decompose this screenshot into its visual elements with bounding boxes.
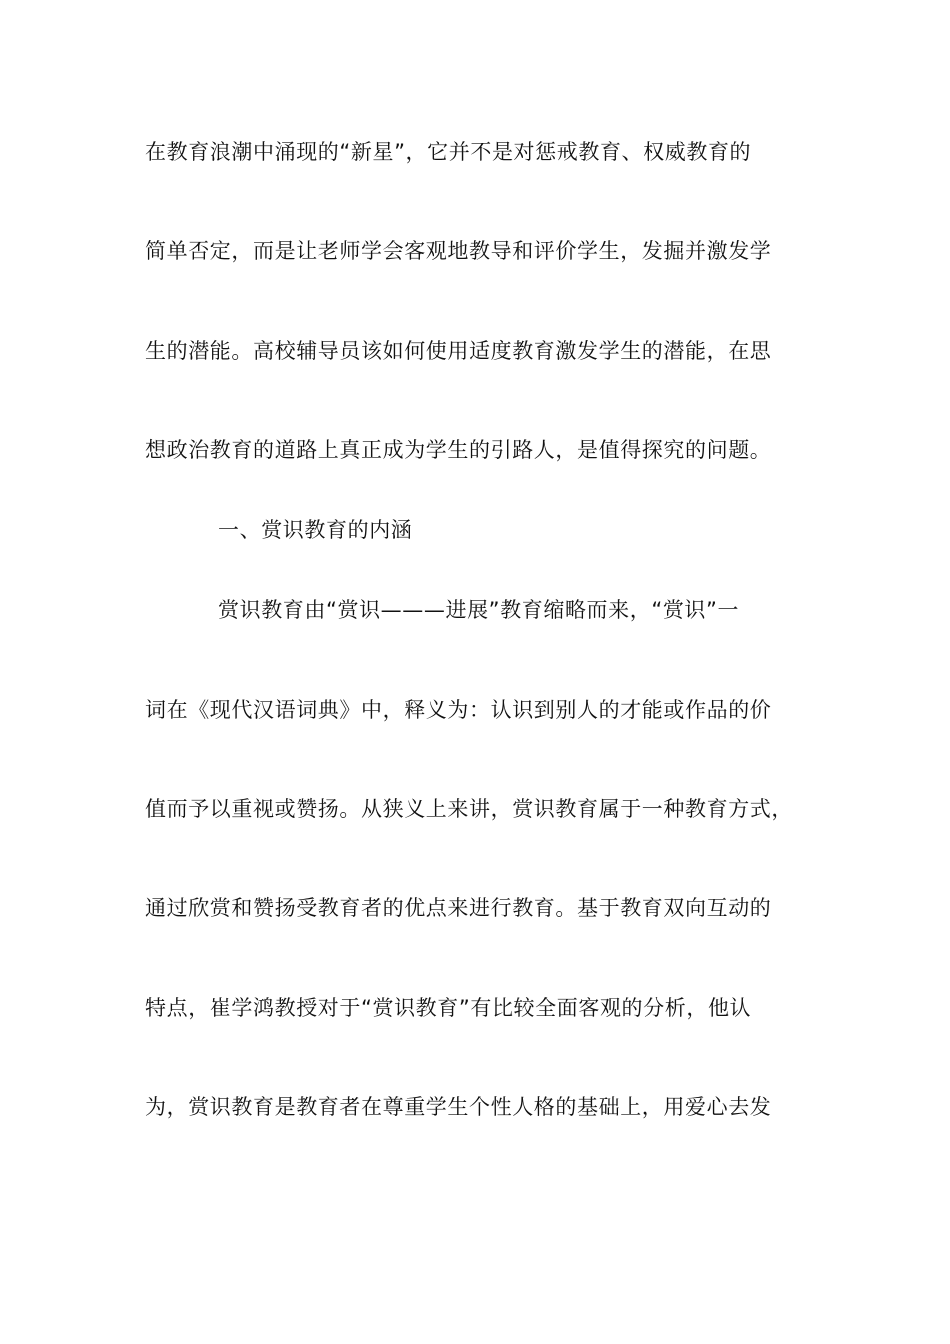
paragraph-line: 想政治教育的道路上真正成为学生的引路人，是值得探究的问题。 bbox=[145, 438, 772, 462]
paragraph-line: 赏识教育由“赏识———进展”教育缩略而来，“赏识”一 bbox=[218, 598, 740, 622]
paragraph-line: 在教育浪潮中涌现的“新星”，它并不是对惩戒教育、权威教育的 bbox=[145, 140, 752, 164]
paragraph-line: 生的潜能。高校辅导员该如何使用适度教育激发学生的潜能，在思 bbox=[145, 339, 772, 363]
paragraph-line: 为，赏识教育是教育者在尊重学生个性人格的基础上，用爱心去发 bbox=[145, 1095, 772, 1119]
paragraph-line: 特点，崔学鸿教授对于“赏识教育”有比较全面客观的分析，他认 bbox=[145, 996, 752, 1020]
paragraph-line: 简单否定，而是让老师学会客观地教导和评价学生，发掘并激发学 bbox=[145, 239, 772, 263]
paragraph-line: 通过欣赏和赞扬受教育者的优点来进行教育。基于教育双向互动的 bbox=[145, 896, 772, 920]
paragraph-line: 词在《现代汉语词典》中，释义为：认识到别人的才能或作品的价 bbox=[145, 698, 772, 722]
section-heading: 一、赏识教育的内涵 bbox=[218, 518, 413, 542]
paragraph-line: 值而予以重视或赞扬。从狭义上来讲，赏识教育属于一种教育方式， bbox=[145, 797, 793, 821]
